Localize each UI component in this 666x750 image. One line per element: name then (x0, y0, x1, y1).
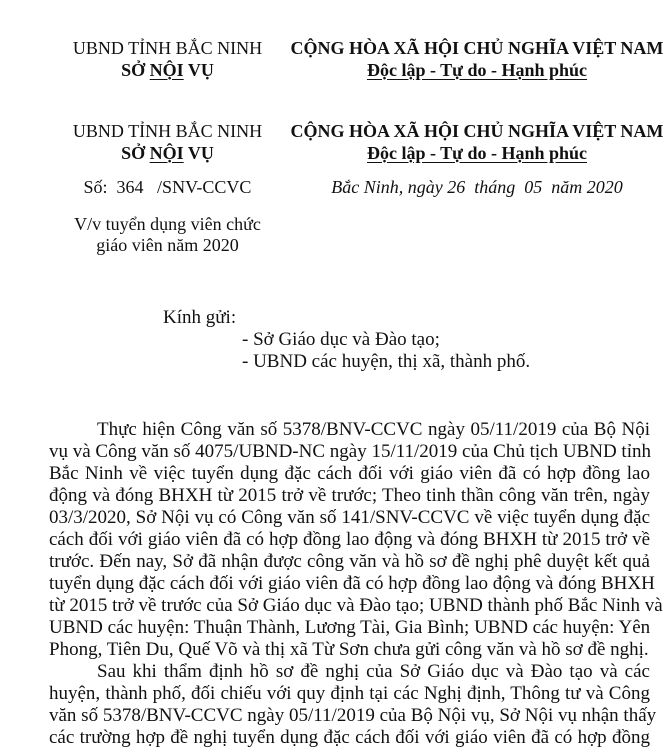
motto (288, 142, 666, 164)
paragraph-line: từ 2015 trở về trước của Sở Giáo dục và Đào tạo; UBND thành phố Bắc Ninh và (49, 595, 663, 616)
doc-number: Số: 364 /SNV-CCVC (83, 177, 252, 197)
paragraph-line: các trường hợp đề nghị tuyển dụng đặc cách đối với giáo viên đã có hợp đồng (49, 727, 650, 748)
paragraph-line: Bắc Ninh về việc tuyển dụng đặc cách đối với giáo viên đã có hợp đồng lao (49, 463, 650, 484)
motto-text: Độc lập - Tự do - Hạnh phúc (366, 60, 588, 80)
paragraph-line: Phong, Tiên Du, Quế Võ và thị xã Từ Sơn chưa gửi công văn và hồ sơ đề nghị. (49, 639, 649, 660)
paragraph-line: vụ và Công văn số 4075/UBND-NC ngày 15/11/2019 của Chủ tịch UBND tỉnh (49, 441, 651, 462)
agency-name-repeat (60, 59, 275, 81)
agency-suffix: VỤ (187, 60, 214, 80)
agency-underlined: NỘI (149, 143, 184, 163)
paragraph-line: cách đối với giáo viên đã có hợp đồng lao động và đóng BHXH từ 2015 trở về (49, 529, 650, 550)
paragraph-line: huyện, thành phố, đối chiếu với quy định tại các Nghị định, Thông tư và Công (49, 683, 650, 704)
agency-name (60, 142, 275, 164)
paragraph-line: Thực hiện Công văn số 5378/BNV-CCVC ngày 05/11/2019 của Bộ Nội (97, 419, 650, 440)
paragraph-line: Sau khi thẩm định hồ sơ đề nghị của Sở Giáo dục và Đào tạo và các (97, 661, 650, 682)
agency-underlined: NỘI (149, 60, 184, 80)
agency-prefix: SỞ (121, 60, 146, 80)
nation-title: CỘNG HÒA XÃ HỘI CHỦ NGHĨA VIỆT NAM (290, 121, 664, 141)
nation-title-repeat: CỘNG HÒA XÃ HỘI CHỦ NGHĨA VIỆT NAM (290, 38, 664, 58)
recipient-item: - Sở Giáo dục và Đào tạo; (242, 329, 440, 350)
paragraph-line: tuyển dụng đặc cách đối với giáo viên đã có hợp đồng lao động và đóng BHXH (49, 573, 655, 594)
agency-suffix: VỤ (187, 143, 214, 163)
agency-parent: UBND TỈNH BẮC NINH (72, 121, 263, 141)
subject-line-1: V/v tuyển dụng viên chức (74, 214, 261, 234)
subject-line-2: giáo viên năm 2020 (96, 235, 239, 255)
recipient-item: - UBND các huyện, thị xã, thành phố. (242, 351, 531, 372)
agency-prefix: SỞ (121, 143, 146, 163)
document-body (49, 419, 663, 749)
paragraph-line: UBND các huyện: Thuận Thành, Lương Tài, Gia Bình; UBND các huyện: Yên (49, 617, 651, 638)
paragraph-line: 03/3/2020, Sở Nội vụ có Công văn số 141/SNV-CCVC về việc tuyển dụng đặc (49, 507, 650, 528)
paragraph-line: động và đóng BHXH từ 2015 trở về trước; Theo tinh thần công văn trên, ngày (49, 485, 650, 506)
recipients-label: Kính gửi: (163, 307, 237, 328)
motto-repeat (288, 59, 666, 81)
paragraph-line: trước. Đến nay, Sở đã nhận được công văn và hồ sơ đề nghị phê duyệt kết quả (49, 551, 650, 572)
date-place: Bắc Ninh, ngày 26 tháng 05 năm 2020 (331, 177, 623, 197)
motto-text: Độc lập - Tự do - Hạnh phúc (366, 143, 588, 163)
agency-parent-repeat: UBND TỈNH BẮC NINH (72, 38, 263, 58)
paragraph-line: văn số 5378/BNV-CCVC ngày 05/11/2019 của Bộ Nội vụ, Sở Nội vụ nhận thấy (49, 705, 657, 726)
